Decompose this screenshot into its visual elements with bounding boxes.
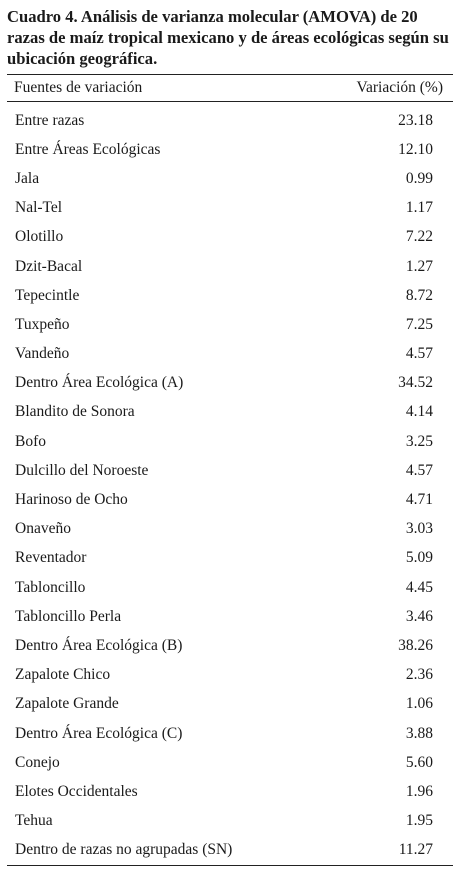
row-source-cell: Onaveño [15,520,71,538]
row-variation-cell: 4.57 [405,461,433,479]
row-source-cell: Reventador [15,549,87,567]
row-variation-cell: 2.36 [405,666,433,684]
row-variation-cell: 1.17 [405,199,433,217]
row-variation-cell: 1.95 [405,812,433,830]
row-variation-cell: 0.99 [405,169,433,187]
table-row [7,164,453,193]
table-row [7,485,453,514]
row-source-cell: Zapalote Grande [15,695,119,713]
row-variation-cell: 4.14 [405,403,433,421]
table-header-rule [7,101,453,102]
row-source-cell: Entre razas [15,111,85,129]
table-row [7,281,453,310]
row-variation-cell: 38.26 [398,636,433,654]
table-body [7,106,453,865]
table-row [7,369,453,398]
table-row [7,661,453,690]
column-header-variation: Variación (%) [356,79,443,96]
row-variation-cell: 11.27 [398,841,433,859]
table-row [7,106,453,135]
table-row [7,690,453,719]
table-header-row [7,75,453,101]
row-source-cell: Dentro Área Ecológica (A) [15,374,184,392]
table-row [7,602,453,631]
row-variation-cell: 3.88 [405,724,433,742]
row-variation-cell: 7.22 [405,228,433,246]
table-caption: Cuadro 4. Análisis de varianza molecular (AMOVA) de 20 razas de maíz tropical mexicano y de áreas ecológicas según su ubicación geográfica. [7,7,449,68]
row-variation-cell: 5.60 [405,753,433,771]
table-row [7,252,453,281]
row-source-cell: Nal-Tel [15,199,63,217]
row-source-cell: Conejo [15,753,60,771]
row-variation-cell: 12.10 [398,140,433,158]
row-source-cell: Tabloncillo [15,578,86,596]
table-row [7,456,453,485]
row-source-cell: Dentro de razas no agrupadas (SN) [15,841,233,859]
row-source-cell: Dentro Área Ecológica (C) [15,724,183,742]
row-variation-cell: 1.27 [405,257,433,275]
row-source-cell: Zapalote Chico [15,666,111,684]
table-row [7,807,453,836]
row-variation-cell: 4.57 [405,345,433,363]
row-source-cell: Dzit-Bacal [15,257,83,275]
row-variation-cell: 7.25 [405,315,433,333]
row-source-cell: Tabloncillo Perla [15,607,122,625]
row-source-cell: Entre Áreas Ecológicas [15,140,161,158]
row-source-cell: Bofo [15,432,46,450]
row-variation-cell: 34.52 [398,374,433,392]
row-source-cell: Tuxpeño [15,315,70,333]
table-row [7,194,453,223]
table-bottom-rule [7,865,453,866]
row-variation-cell: 3.46 [405,607,433,625]
table-row [7,310,453,339]
row-variation-cell: 3.03 [405,520,433,538]
table-row [7,427,453,456]
row-source-cell: Vandeño [15,345,70,363]
table-row [7,135,453,164]
row-source-cell: Dulcillo del Noroeste [15,461,149,479]
table-row [7,340,453,369]
column-header-source: Fuentes de variación [14,79,143,96]
row-source-cell: Dentro Área Ecológica (B) [15,636,183,654]
row-variation-cell: 1.96 [405,782,433,800]
row-source-cell: Tehua [15,812,53,830]
table-row [7,573,453,602]
table-row [7,544,453,573]
table-row [7,836,453,865]
row-variation-cell: 23.18 [398,111,433,129]
row-variation-cell: 1.06 [405,695,433,713]
row-variation-cell: 5.09 [405,549,433,567]
row-variation-cell: 4.45 [405,578,433,596]
row-source-cell: Olotillo [15,228,64,246]
table-row [7,631,453,660]
row-variation-cell: 3.25 [405,432,433,450]
row-source-cell: Jala [15,169,40,187]
table-row [7,398,453,427]
row-source-cell: Tepecintle [15,286,80,304]
row-source-cell: Blandito de Sonora [15,403,135,421]
row-variation-cell: 8.72 [405,286,433,304]
table-row [7,719,453,748]
table-row [7,748,453,777]
table-row [7,777,453,806]
row-source-cell: Elotes Occidentales [15,782,138,800]
row-variation-cell: 4.71 [405,491,433,509]
row-source-cell: Harinoso de Ocho [15,491,128,509]
table-row [7,515,453,544]
table-row [7,223,453,252]
